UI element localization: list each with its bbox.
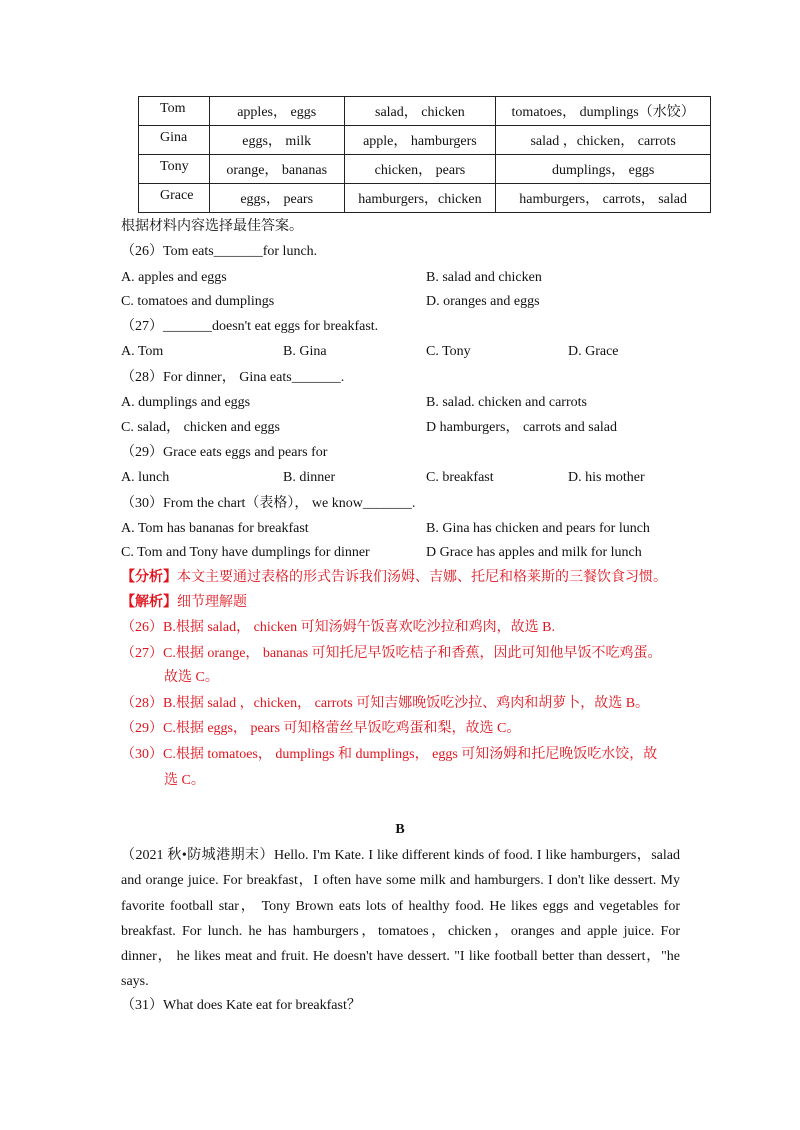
explanation-type: 细节理解题 [177, 595, 247, 610]
analysis-summary [121, 569, 667, 587]
question-29-option-b: B. dinner [283, 470, 336, 485]
section-b-heading: B [395, 822, 405, 837]
table-cell-dinner: dumplings， eggs [496, 155, 711, 184]
question-31-stem: （31）What does Kate eat for breakfast？ [121, 998, 361, 1013]
question-26-option-b: B. salad and chicken [426, 270, 542, 285]
analysis-text: 本文主要通过表格的形式告诉我们汤姆、吉娜、托尼和格莱斯的三餐饮食习惯。 [177, 570, 667, 585]
question-27-option-b: B. Gina [283, 344, 327, 359]
table-cell-lunch: salad， chicken [344, 97, 496, 126]
analysis-label: 【分析】 [121, 570, 177, 585]
explanation-header [121, 594, 247, 612]
question-28-option-d: D hamburgers， carrots and salad [426, 420, 618, 435]
question-27-stem: （27）_______doesn't eat eggs for breakfast. [121, 319, 379, 334]
section-b-passage: （2021 秋•防城港期末）Hello. I'm Kate. I like different kinds of food. I like hamburgers，salad and orange juice. For breakfast，I often have some milk and hamburgers. I don't like dessert. My favorite football star， Tony Brown eats lots of healthy food. He likes eggs and vegetables for breakfast. For lunch. he has hamburgers，tomatoes，chicken，oranges and apple juice. For dinner， he likes meat and fruit. He doesn't have dessert. "I like football better than dessert，"he says. [121, 848, 680, 990]
question-26-stem: （26）Tom eats_______for lunch. [121, 244, 318, 259]
question-28-option-a: A. dumplings and eggs [121, 395, 251, 410]
question-28-option-c: C. salad， chicken and eggs [121, 420, 281, 435]
table-row [139, 97, 711, 126]
table-cell-name: Gina [139, 126, 210, 155]
answer-26: （26）B.根据 salad， chicken 可知汤姆午饭喜欢吃沙拉和鸡肉，故选 B. [121, 620, 555, 635]
table-row [139, 126, 711, 155]
table-cell-dinner: salad ，chicken， carrots [496, 126, 711, 155]
question-29-option-d: D. his mother [568, 470, 645, 485]
question-30-stem: （30）From the chart（表格）， we know_______. [121, 496, 416, 511]
instruction-text: 根据材料内容选择最佳答案。 [121, 219, 303, 234]
answer-27-line1: （27）C.根据 orange， bananas 可知托尼早饭吃桔子和香蕉，因此可知他早饭不吃鸡蛋。 [121, 646, 662, 661]
question-26-option-c: C. tomatoes and dumplings [121, 294, 275, 309]
table-cell-dinner: tomatoes， dumplings（水饺） [496, 97, 711, 126]
explanation-label: 【解析】 [121, 595, 177, 610]
table-cell-breakfast: apples， eggs [209, 97, 344, 126]
question-30-option-c: C. Tom and Tony have dumplings for dinner [121, 545, 370, 560]
table-cell-breakfast: eggs， milk [209, 126, 344, 155]
answer-29: （29）C.根据 eggs， pears 可知格蕾丝早饭吃鸡蛋和梨，故选 C。 [121, 721, 521, 736]
question-29-option-c: C. breakfast [426, 470, 494, 485]
table-cell-name: Tom [139, 97, 210, 126]
question-28-stem: （28）For dinner， Gina eats_______. [121, 370, 345, 385]
question-27-option-c: C. Tony [426, 344, 471, 359]
table-row [139, 184, 711, 213]
table-cell-dinner: hamburgers， carrots， salad [496, 184, 711, 213]
answer-28: （28）B.根据 salad ，chicken， carrots 可知吉娜晚饭吃沙拉、鸡肉和胡萝卜，故选 B。 [121, 696, 650, 711]
table-cell-lunch: hamburgers，chicken [344, 184, 496, 213]
question-29-option-a: A. lunch [121, 470, 170, 485]
answer-27-line2: 故选 C。 [164, 670, 219, 685]
question-30-option-a: A. Tom has bananas for breakfast [121, 521, 309, 536]
table-cell-breakfast: eggs， pears [209, 184, 344, 213]
table-cell-name: Tony [139, 155, 210, 184]
table-cell-name: Grace [139, 184, 210, 213]
question-26-option-a: A. apples and eggs [121, 270, 227, 285]
answer-30-line2: 选 C。 [164, 773, 205, 788]
question-30-option-d: D Grace has apples and milk for lunch [426, 545, 642, 560]
table-cell-lunch: apple， hamburgers [344, 126, 496, 155]
meals-table [138, 96, 711, 213]
answer-30-line1: （30）C.根据 tomatoes， dumplings 和 dumplings， eggs 可知汤姆和托尼晚饭吃水饺，故 [121, 747, 658, 762]
question-27-option-a: A. Tom [121, 344, 164, 359]
question-26-option-d: D. oranges and eggs [426, 294, 540, 309]
table-row [139, 155, 711, 184]
question-30-option-b: B. Gina has chicken and pears for lunch [426, 521, 650, 536]
table-cell-breakfast: orange， bananas [209, 155, 344, 184]
table-cell-lunch: chicken， pears [344, 155, 496, 184]
question-27-option-d: D. Grace [568, 344, 619, 359]
question-29-stem: （29）Grace eats eggs and pears for [121, 445, 328, 460]
question-28-option-b: B. salad. chicken and carrots [426, 395, 587, 410]
